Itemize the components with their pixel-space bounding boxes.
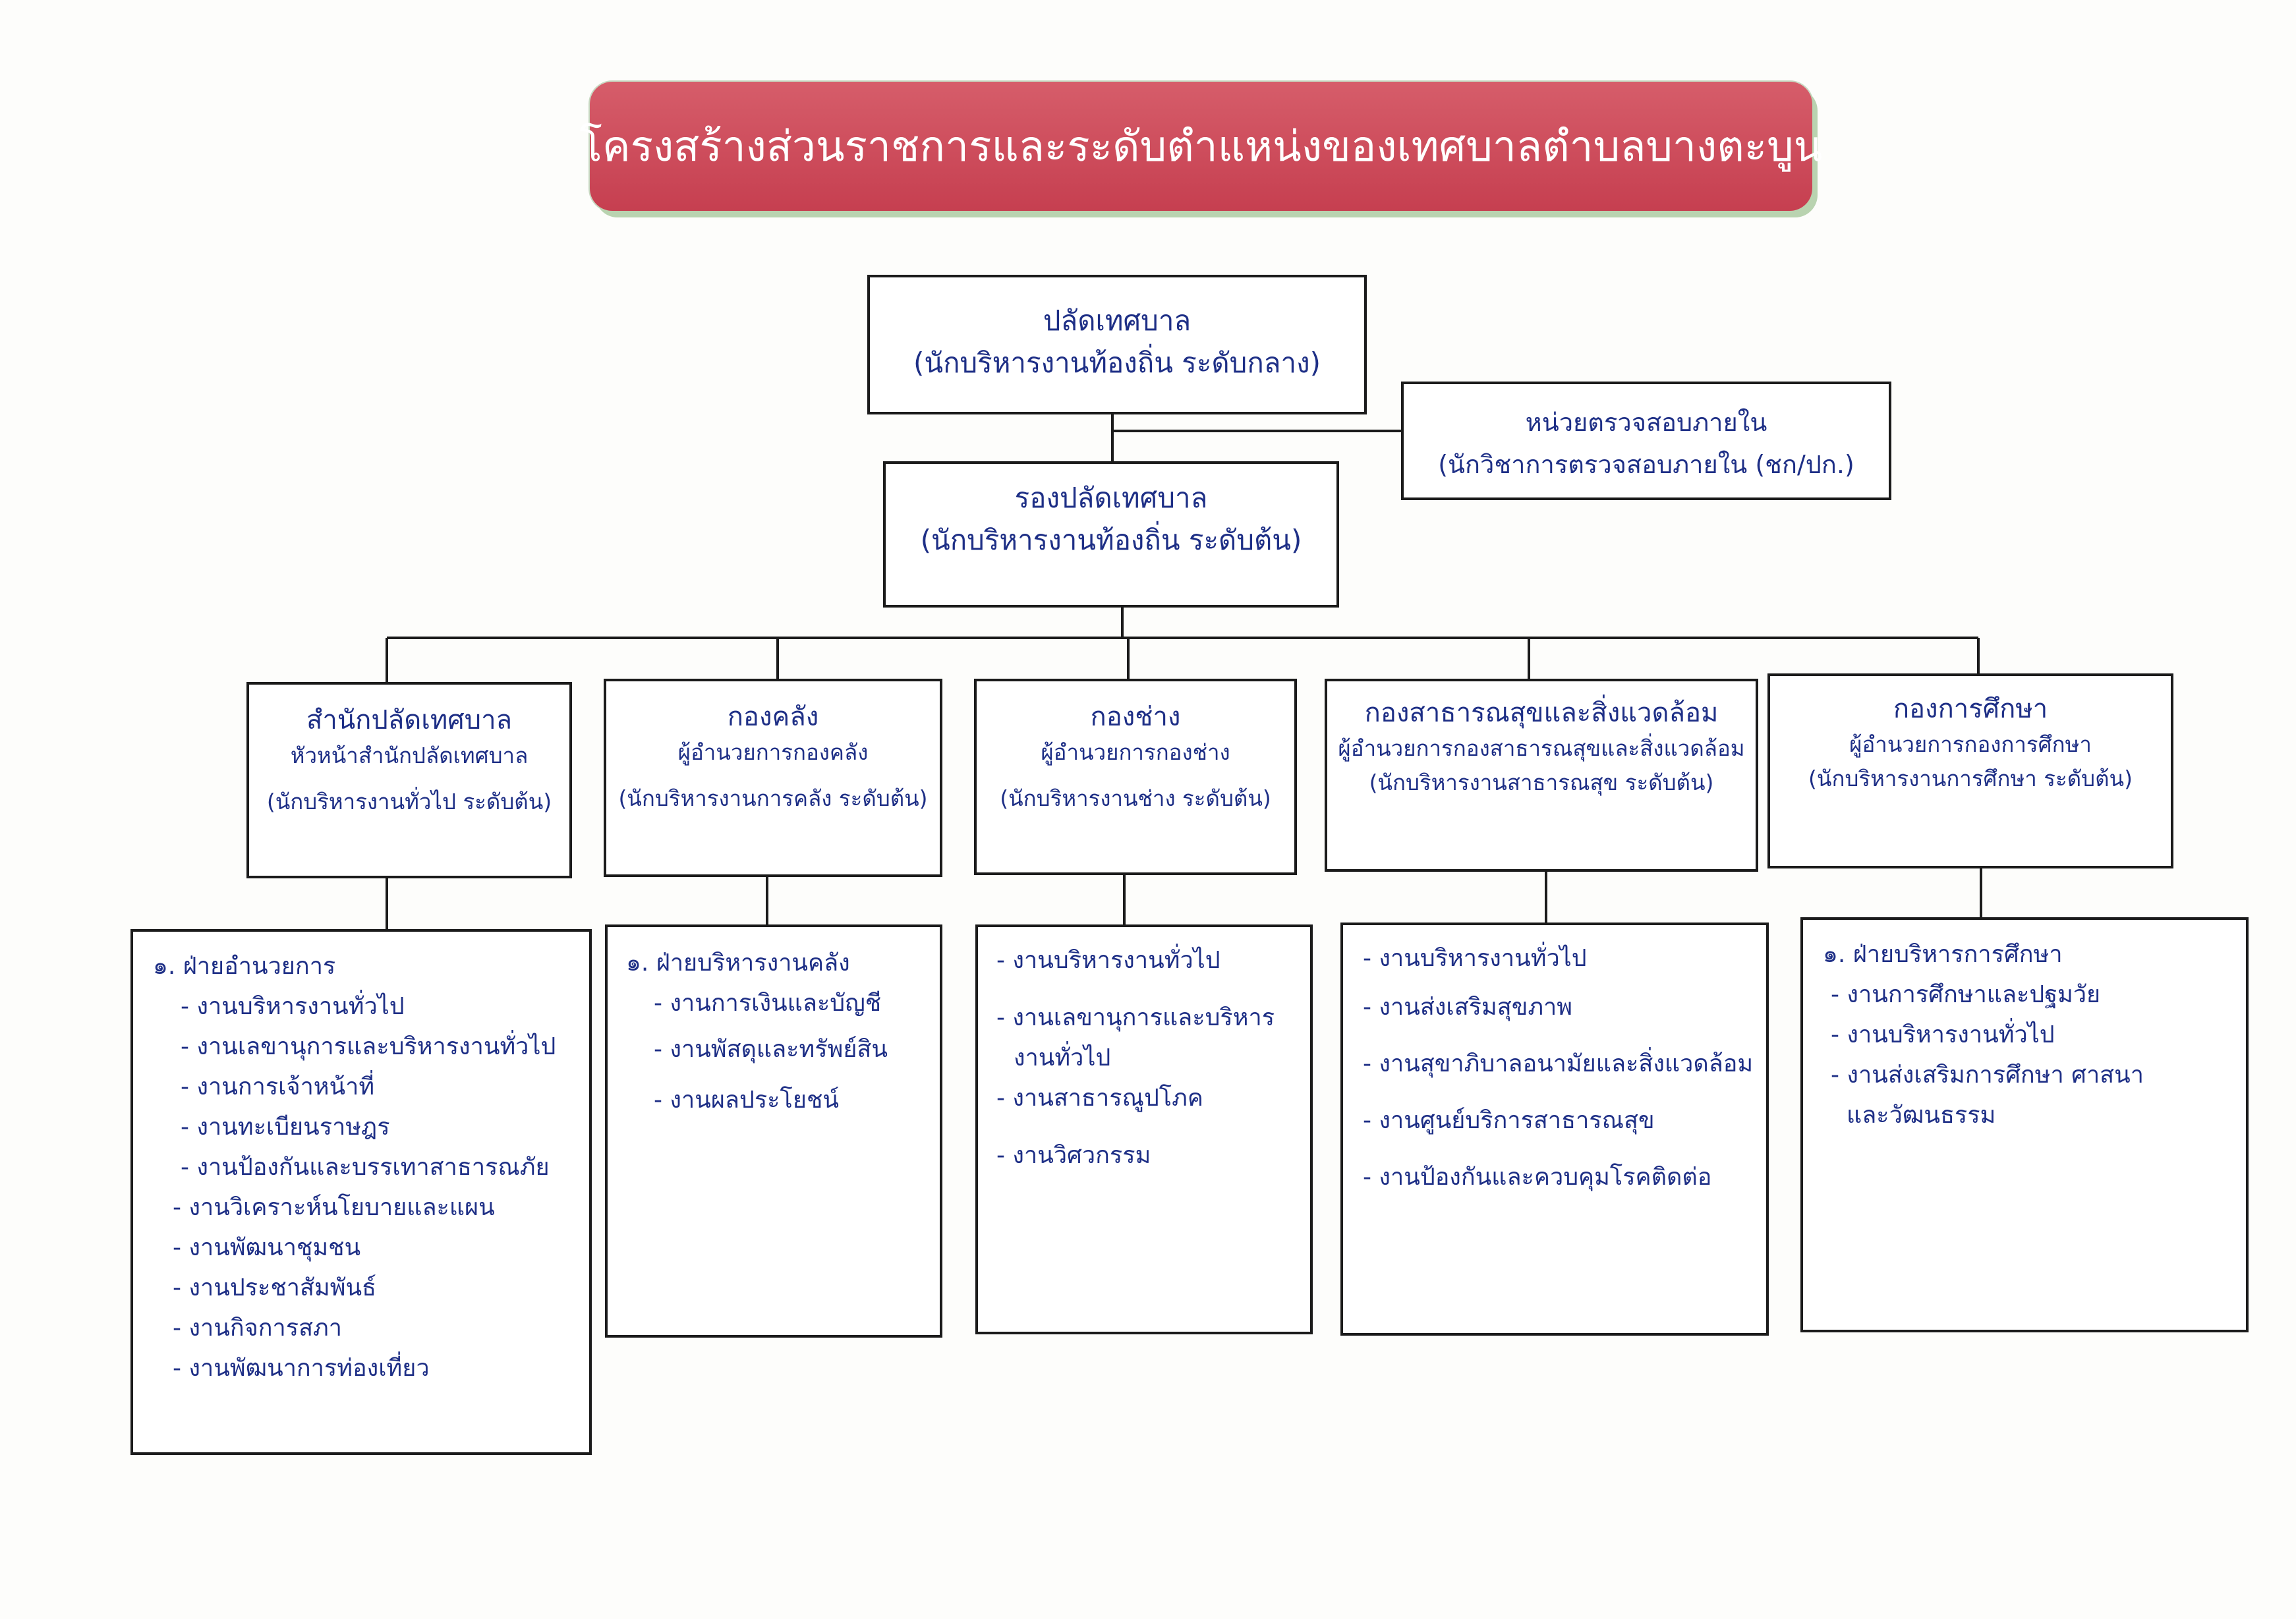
audit-unit-name: หน่วยตรวจสอบภายใน (1525, 408, 1767, 437)
list-item: - งานบริหารงานทั่วไป (1363, 945, 1587, 972)
department-name: กองสาธารณสุขและสิ่งแวดล้อม (1364, 698, 1719, 728)
list-item: และวัฒนธรรม (1847, 1102, 1996, 1129)
list-item: งานทั่วไป (1014, 1044, 1111, 1071)
department-name: สำนักปลัดเทศบาล (306, 705, 513, 735)
department-box-engineering (974, 679, 1297, 875)
department-name: กองการศึกษา (1893, 694, 2048, 724)
unit-list (1823, 934, 2246, 1135)
list-item: - งานทะเบียนราษฎร (181, 1114, 390, 1141)
list-item: ๑. ฝ่ายบริหารงานคลัง (626, 950, 850, 977)
unit-list (153, 946, 589, 1388)
list-item: - งานพัฒนาชุมชน (173, 1234, 361, 1261)
units-box-office (130, 929, 592, 1455)
top-position-level: (นักบริหารงานท้องถิ่น ระดับกลาง) (913, 347, 1321, 379)
list-item: - งานประชาสัมพันธ์ (173, 1274, 377, 1301)
list-item: - งานพัสดุและทรัพย์สิน (654, 1036, 888, 1063)
list-item: - งานเลขานุการและบริหารงานทั่วไป (181, 1033, 556, 1060)
department-box-public-health (1325, 679, 1758, 872)
list-item: - งานพัฒนาการท่องเที่ยว (173, 1355, 430, 1382)
deputy-position-box (883, 461, 1339, 608)
department-level: (นักบริหารงานสาธารณสุข ระดับต้น) (1369, 770, 1714, 795)
list-item: - งานผลประโยชน์ (654, 1087, 839, 1114)
units-box-education (1800, 917, 2249, 1332)
department-box-office (246, 682, 572, 878)
unit-list (1363, 938, 1766, 1206)
department-head: ผู้อำนวยการกองช่าง (1041, 739, 1230, 765)
chart-title-banner (579, 82, 1823, 211)
list-item: - งานเลขานุการและบริหาร (996, 1004, 1275, 1031)
audit-unit-level: (นักวิชาการตรวจสอบภายใน (ชก/ปก.) (1438, 450, 1854, 479)
top-position-name: ปลัดเทศบาล (1043, 304, 1191, 337)
list-item: - งานการเจ้าหน้าที่ (181, 1073, 375, 1100)
list-item: - งานบริหารงานทั่วไป (996, 947, 1220, 974)
department-head: ผู้อำนวยการกองคลัง (677, 739, 869, 765)
department-level: (นักบริหารงานการศึกษา ระดับต้น) (1808, 766, 2133, 791)
audit-unit-box (1401, 382, 1891, 500)
top-position-box (867, 275, 1367, 414)
list-item: - งานส่งเสริมสุขภาพ (1363, 994, 1572, 1021)
list-item: - งานสุขาภิบาลอนามัยและสิ่งแวดล้อม (1363, 1050, 1754, 1077)
list-item: ๑. ฝ่ายบริหารการศึกษา (1823, 941, 2063, 968)
department-box-education (1767, 673, 2173, 868)
list-item: - งานป้องกันและบรรเทาสาธารณภัย (181, 1154, 550, 1181)
list-item: - งานบริหารงานทั่วไป (1831, 1021, 2055, 1048)
department-level: (นักบริหารงานการคลัง ระดับต้น) (618, 785, 928, 811)
list-item: - งานวิเคราะห์นโยบายและแผน (173, 1194, 495, 1221)
list-item: - งานส่งเสริมการศึกษา ศาสนา (1831, 1062, 2144, 1089)
list-item: - งานกิจการสภา (173, 1315, 342, 1342)
department-head: ผู้อำนวยการกองการศึกษา (1849, 731, 2092, 757)
department-head: ผู้อำนวยการกองสาธารณสุขและสิ่งแวดล้อม (1338, 735, 1745, 761)
department-name: กองคลัง (727, 702, 819, 732)
chart-title: โครงสร้างส่วนราชการและระดับตำแหน่งของเทศบาลตำบลบางตะบูน (579, 123, 1823, 171)
units-box-public-health (1340, 923, 1769, 1336)
list-item: - งานบริหารงานทั่วไป (181, 993, 405, 1020)
list-item: - งานการเงินและบัญชี (654, 990, 882, 1017)
unit-list (626, 942, 940, 1123)
department-head: หัวหน้าสำนักปลัดเทศบาล (290, 743, 529, 768)
units-box-finance (605, 924, 942, 1338)
deputy-position-level: (นักบริหารงานท้องถิ่น ระดับต้น) (920, 524, 1302, 556)
department-level: (นักบริหารงานทั่วไป ระดับต้น) (266, 789, 552, 814)
list-item: - งานป้องกันและควบคุมโรคติดต่อ (1363, 1164, 1712, 1191)
list-item: - งานวิศวกรรม (996, 1142, 1151, 1169)
list-item: ๑. ฝ่ายอำนวยการ (153, 953, 336, 980)
department-box-finance (604, 679, 942, 877)
list-item: - งานศูนย์บริการสาธารณสุข (1363, 1107, 1655, 1134)
list-item: - งานสาธารณูปโภค (996, 1085, 1203, 1112)
list-item: - งานการศึกษาและปฐมวัย (1831, 981, 2101, 1008)
department-level: (นักบริหารงานช่าง ระดับต้น) (1000, 785, 1271, 811)
unit-list (996, 940, 1310, 1176)
units-box-engineering (975, 924, 1313, 1334)
deputy-position-name: รองปลัดเทศบาล (1014, 482, 1208, 514)
department-name: กองช่าง (1090, 702, 1181, 732)
